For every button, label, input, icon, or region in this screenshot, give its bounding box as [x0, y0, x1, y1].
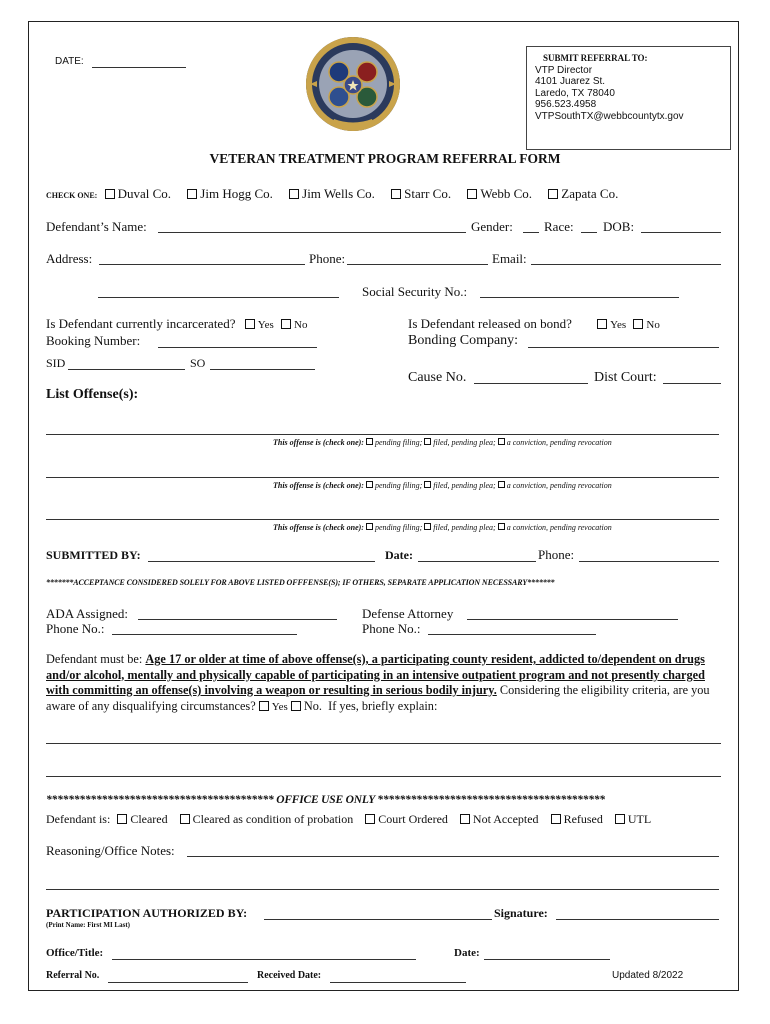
eligibility-paragraph [46, 652, 726, 715]
race-label: Race: [544, 219, 574, 234]
explain-line-1[interactable] [46, 743, 721, 744]
defendant-name-field[interactable] [158, 232, 466, 233]
submit-line-director: VTP Director [535, 64, 593, 76]
ssn-field[interactable] [480, 297, 679, 298]
offense-2-field[interactable] [46, 477, 719, 478]
submitted-date-label: Date: [385, 548, 413, 562]
submit-referral-box [526, 46, 731, 150]
status-court-ordered-checkbox[interactable] [365, 814, 375, 824]
offense-3-status: This offense is (check one): pending filing; filed, pending plea; a conviction, pending revocation [273, 523, 612, 532]
offense-check-prefix: This offense is (check one): [273, 438, 364, 447]
auth-date-label: Date: [454, 947, 480, 959]
offense-2-filed-checkbox[interactable] [424, 481, 431, 488]
offense-2-conviction-checkbox[interactable] [498, 481, 505, 488]
submit-heading: SUBMIT REFERRAL TO: [543, 53, 648, 63]
so-field[interactable] [210, 369, 315, 370]
received-date-label: Received Date: [257, 970, 322, 981]
signature-field[interactable] [556, 919, 719, 920]
dob-label: DOB: [603, 219, 635, 234]
disqualify-yes-label: Yes [271, 700, 288, 713]
checkbox-icon[interactable] [187, 189, 197, 199]
date-field[interactable] [92, 67, 186, 68]
dob-field[interactable] [641, 232, 721, 233]
eligibility-intro: Defendant must be: [46, 652, 143, 666]
disqualify-yes-checkbox[interactable] [259, 701, 269, 711]
referral-no-label: Referral No. [46, 970, 100, 981]
status-utl-checkbox[interactable] [615, 814, 625, 824]
defense-phone-field[interactable] [428, 634, 596, 635]
ada-phone-label: Phone No.: [46, 621, 105, 636]
sid-label: SID [46, 356, 66, 370]
booking-field[interactable] [158, 347, 317, 348]
acceptance-note: *******ACCEPTANCE CONSIDERED SOLELY FOR ABOVE LISTED OFFFENSE(S); IF OTHERS, SEPARATE APPLICATION NECESSARY******* [46, 578, 555, 587]
office-notes-line-2[interactable] [46, 889, 719, 890]
submitted-date-field[interactable] [418, 561, 536, 562]
office-notes-label: Reasoning/Office Notes: [46, 843, 175, 858]
submitted-by-field[interactable] [148, 561, 375, 562]
incarcerated-yes-checkbox[interactable] [245, 319, 255, 329]
address-field[interactable] [99, 264, 305, 265]
offense-1-conviction-checkbox[interactable] [498, 438, 505, 445]
incarcerated-question [46, 316, 307, 332]
eligibility-question: Considering the eligibility criteria, are you aware of any disqualifying circumstances? [46, 683, 710, 713]
cause-no-field[interactable] [474, 383, 588, 384]
booking-label: Booking Number: [46, 333, 141, 348]
office-use-banner: ***************************************** OFFICE USE ONLY ***************************************** [46, 794, 605, 806]
bond-yes-checkbox[interactable] [597, 319, 607, 329]
incarcerated-no-checkbox[interactable] [281, 319, 291, 329]
dist-court-field[interactable] [663, 383, 721, 384]
authorized-by-field[interactable] [264, 919, 492, 920]
checkbox-icon[interactable] [289, 189, 299, 199]
ssn-label: Social Security No.: [362, 284, 468, 299]
explain-line-2[interactable] [46, 776, 721, 777]
updated-note: Updated 8/2022 [612, 970, 684, 981]
offenses-heading: List Offense(s): [46, 387, 139, 402]
print-name-hint: (Print Name: First MI Last) [46, 921, 130, 929]
ada-phone-field[interactable] [112, 634, 297, 635]
bond-question [408, 316, 660, 332]
checkbox-icon[interactable] [391, 189, 401, 199]
offense-3-pending-filing-checkbox[interactable] [366, 523, 373, 530]
bond-no-label: No [646, 319, 660, 331]
disqualify-no-label: No. [303, 698, 322, 713]
address-line-2-field[interactable] [98, 297, 339, 298]
authorized-by-label: PARTICIPATION AUTHORIZED BY: [46, 906, 248, 920]
check-one-label: CHECK ONE: [46, 191, 98, 200]
defense-phone-label: Phone No.: [362, 621, 421, 636]
submit-line-phone: 956.523.4958 [535, 99, 597, 110]
email-label: Email: [492, 251, 527, 266]
incarcerated-no-label: No [294, 319, 308, 331]
submitted-phone-label: Phone: [538, 547, 575, 562]
county-option-jim-hogg[interactable]: Jim Hogg Co. [187, 186, 273, 201]
defense-attorney-field[interactable] [467, 619, 678, 620]
status-not-accepted-checkbox[interactable] [460, 814, 470, 824]
sid-field[interactable] [68, 369, 185, 370]
form-title: VETERAN TREATMENT PROGRAM REFERRAL FORM [209, 151, 561, 166]
submit-line-city: Laredo, TX 78040 [535, 87, 615, 99]
race-field[interactable] [581, 232, 597, 233]
bond-yes-label: Yes [610, 319, 627, 331]
gender-field[interactable] [523, 232, 539, 233]
submitted-phone-field[interactable] [579, 561, 719, 562]
gender-label: Gender: [471, 219, 513, 234]
county-option-zapata[interactable]: Zapata Co. [548, 186, 618, 201]
incarcerated-yes-label: Yes [257, 319, 274, 331]
veteran-treatment-seal [304, 35, 402, 133]
signature-label: Signature: [494, 906, 548, 920]
status-refused-checkbox[interactable] [551, 814, 561, 824]
county-option-duval[interactable]: Duval Co. [105, 186, 171, 201]
bonding-company-field[interactable] [528, 347, 719, 348]
received-date-field[interactable] [330, 982, 466, 983]
phone-field[interactable] [347, 264, 488, 265]
submitted-by-label: SUBMITTED BY: [46, 548, 141, 562]
bond-no-checkbox[interactable] [633, 319, 643, 329]
offense-3-field[interactable] [46, 519, 719, 520]
bond-question-text: Is Defendant released on bond? [408, 316, 572, 331]
offense-2-status: This offense is (check one): pending filing; filed, pending plea; a conviction, pending revocation [273, 481, 612, 490]
disqualify-no-checkbox[interactable] [291, 701, 301, 711]
offense-1-field[interactable] [46, 434, 719, 435]
offense-3-conviction-checkbox[interactable] [498, 523, 505, 530]
phone-label: Phone: [309, 251, 346, 266]
dist-court-label: Dist Court: [594, 370, 657, 385]
ada-field[interactable] [138, 619, 337, 620]
auth-date-field[interactable] [484, 959, 610, 960]
checkbox-icon[interactable] [105, 189, 115, 199]
explain-label: If yes, briefly explain: [328, 698, 438, 713]
offense-1-pending-filing-checkbox[interactable] [366, 438, 373, 445]
defense-attorney-label: Defense Attorney [362, 606, 454, 621]
address-label: Address: [46, 251, 93, 266]
eligibility-criteria: Age 17 or older at time of above offense(s), a participating county resident, addicted to/dependent on drugs and/or alcohol, mentally and physically capable of participating in an intensive outpatient program and not presently charged with committing an offense(s) involving a weapon or resulting in serious bodily injury. [46, 652, 705, 697]
cause-no-label: Cause No. [408, 370, 467, 385]
date-label: DATE: [55, 56, 84, 67]
county-option-starr[interactable]: Starr Co. [391, 186, 451, 201]
ada-label: ADA Assigned: [46, 606, 128, 621]
bonding-company-label: Bonding Company: [408, 333, 519, 348]
offense-1-status: This offense is (check one): pending filing; filed, pending plea; a conviction, pending revocation [273, 438, 612, 447]
defendant-is-label: Defendant is: [46, 812, 111, 826]
offense-2-pending-filing-checkbox[interactable] [366, 481, 373, 488]
office-notes-field[interactable] [187, 856, 719, 857]
referral-no-field[interactable] [108, 982, 248, 983]
submit-line-email[interactable]: VTPSouthTX@webbcountytx.gov [535, 110, 684, 122]
office-title-field[interactable] [112, 959, 416, 960]
so-label: SO [190, 356, 206, 370]
incarcerated-question-text: Is Defendant currently incarcerated? [46, 316, 236, 331]
checkbox-icon[interactable] [467, 189, 477, 199]
office-title-label: Office/Title: [46, 947, 104, 959]
county-option-webb[interactable]: Webb Co. [467, 186, 532, 201]
submit-line-street: 4101 Juarez St. [535, 76, 606, 87]
county-option-jim-wells[interactable]: Jim Wells Co. [289, 186, 375, 201]
defendant-name-label: Defendant’s Name: [46, 219, 147, 234]
offense-1-filed-checkbox[interactable] [424, 438, 431, 445]
email-field[interactable] [531, 264, 721, 265]
status-cleared-checkbox[interactable] [117, 814, 127, 824]
county-check-row [46, 186, 631, 202]
status-cleared-probation-checkbox[interactable] [180, 814, 190, 824]
defendant-status-row: Defendant is: Cleared Cleared as condition of probation Court Ordered Not Accepted Refused UTL [46, 812, 652, 826]
offense-3-filed-checkbox[interactable] [424, 523, 431, 530]
checkbox-icon[interactable] [548, 189, 558, 199]
